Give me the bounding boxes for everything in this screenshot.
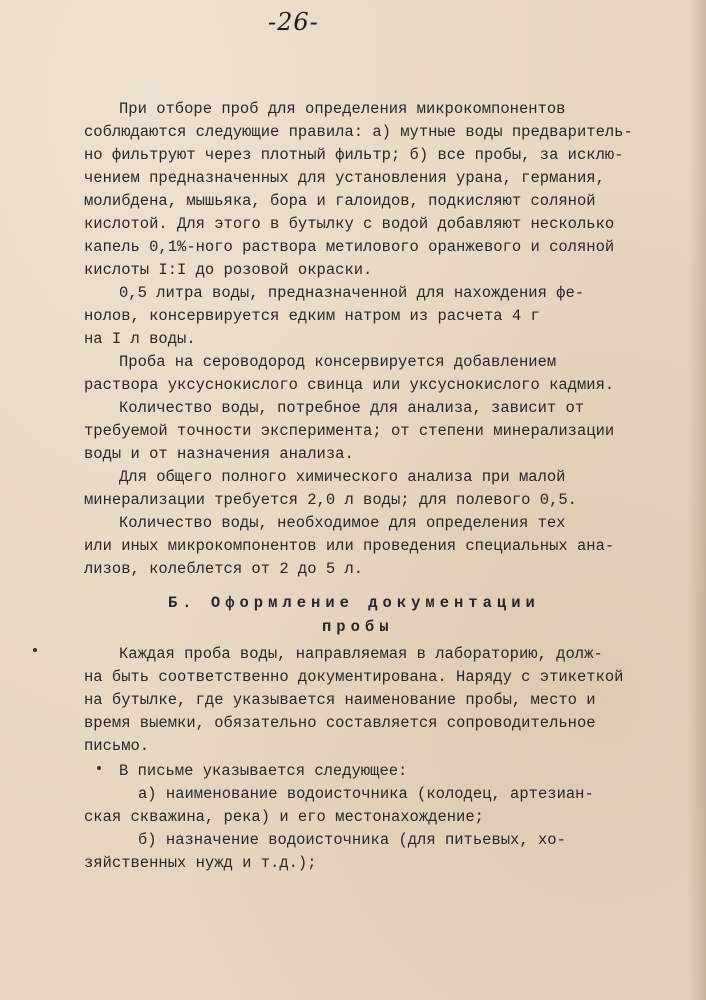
text-line: ская скважина, река) и его местонахождение; <box>84 808 484 826</box>
text-line: на I л воды. <box>84 330 196 348</box>
text-line: молибдена, мышьяка, бора и галоидов, подкисляют соляной <box>84 192 596 210</box>
text-line: время выемки, обязательно составляется сопроводительное <box>84 714 596 732</box>
text-line: минерализации требуется 2,0 л воды; для полевого 0,5. <box>84 491 577 509</box>
text-line: требуемой точности эксперимента; от степени минерализации <box>84 422 615 440</box>
text-line: 0,5 литра воды, предназначенной для нахождения фе- <box>119 284 585 302</box>
text-line: на быть соответственно документирована. Наряду с этикеткой <box>84 668 624 686</box>
text-line: воды и от назначения анализа. <box>84 445 354 463</box>
text-line: кислотой. Для этого в бутылку с водой добавляют несколько <box>84 215 615 233</box>
text-line: раствора уксуснокислого свинца или уксуснокислого кадмия. <box>84 376 615 394</box>
text-line: нолов, консервируется едким натром из расчета 4 г <box>84 307 540 325</box>
text-line: лизов, колеблется от 2 до 5 л. <box>84 560 364 578</box>
text-line: Проба на сероводород консервируется добавлением <box>119 353 557 371</box>
page-edge-shadow <box>688 0 706 1000</box>
text-line: Количество воды, потребное для анализа, зависит от <box>119 399 585 417</box>
text-line: Количество воды, необходимое для определения тех <box>119 514 566 532</box>
margin-mark <box>33 648 37 652</box>
text-line: Каждая проба воды, направляемая в лабораторию, долж- <box>119 645 603 663</box>
text-line: письмо. <box>84 737 150 755</box>
text-line: зяйственных нужд и т.д.); <box>84 854 317 872</box>
text-line: соблюдаются следующие правила: а) мутные воды предваритель- <box>84 123 633 141</box>
text-line: или иных микрокомпонентов или проведения специальных ана- <box>84 537 615 555</box>
text-line: В письме указывается следующее: <box>119 762 408 780</box>
text-line: а) наименование водоисточника (колодец, артезиан- <box>138 785 594 803</box>
section-heading: Б. Оформление документации <box>168 594 540 612</box>
margin-mark <box>97 766 101 770</box>
text-line: но фильтруют через плотный фильтр; б) все пробы, за исклю- <box>84 146 624 164</box>
text-line: Для общего полного химического анализа при малой <box>119 468 566 486</box>
section-heading-continued: пробы <box>322 618 394 636</box>
text-line: чением предназначенных для установления урана, германия, <box>84 169 605 187</box>
text-line: на бутылке, где указывается наименование пробы, место и <box>84 691 596 709</box>
page-number: -26- <box>268 8 319 36</box>
text-line: кислоты I:I до розовой окраски. <box>84 261 373 279</box>
text-line: б) назначение водоисточника (для питьевых, хо- <box>138 831 566 849</box>
text-line: капель 0,1%-ного раствора метилового оранжевого и соляной <box>84 238 615 256</box>
text-line: При отборе проб для определения микрокомпонентов <box>119 100 566 118</box>
